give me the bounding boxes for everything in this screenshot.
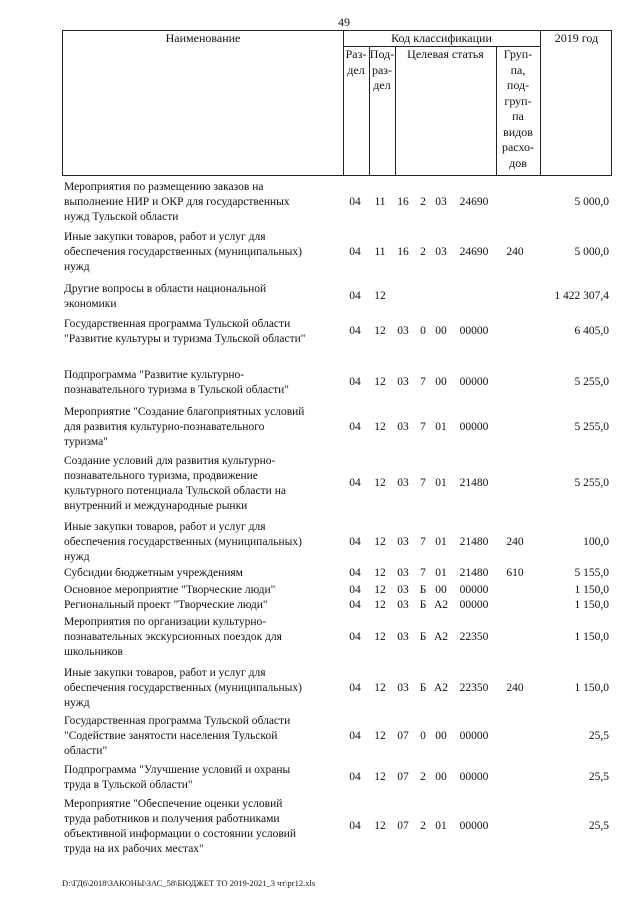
cell-pr: 12 bbox=[374, 567, 386, 579]
cell-c3: 01 bbox=[435, 421, 447, 433]
cell-c2: Б bbox=[419, 584, 427, 596]
row-name: Мероприятия по размещению заказов на выполнение НИР и ОКР для государственных нужд Тульской области bbox=[64, 181, 290, 223]
cell-c1: 03 bbox=[397, 631, 409, 643]
cell-amount: 25,5 bbox=[588, 771, 609, 783]
cell-rz: 04 bbox=[349, 567, 361, 579]
row-name: Мероприятия по организации культурно- познавательных экскурсионных поездок для школьников bbox=[64, 616, 282, 658]
cell-c2: 2 bbox=[420, 820, 426, 832]
cell-vr: 240 bbox=[506, 536, 524, 548]
cell-rz: 04 bbox=[349, 730, 361, 742]
cell-c2: 2 bbox=[420, 246, 426, 258]
cell-pr: 12 bbox=[374, 477, 386, 489]
header-target: Целевая статья bbox=[407, 47, 484, 61]
cell-c2: 7 bbox=[420, 477, 426, 489]
cell-c3: 00 bbox=[435, 771, 447, 783]
row-name: Иные закупки товаров, работ и услуг для обеспечения государственных (муниципальных) нужд bbox=[64, 667, 302, 709]
cell-c3: 01 bbox=[435, 820, 447, 832]
cell-c2: 7 bbox=[420, 376, 426, 388]
cell-c3: 03 bbox=[435, 196, 447, 208]
cell-c4: 22350 bbox=[459, 682, 489, 694]
cell-amount: 5 000,0 bbox=[574, 246, 609, 258]
cell-vr: 240 bbox=[506, 682, 524, 694]
cell-amount: 5 255,0 bbox=[574, 376, 609, 388]
cell-c3: А2 bbox=[433, 599, 449, 611]
cell-c1: 03 bbox=[397, 376, 409, 388]
cell-c4: 00000 bbox=[459, 599, 489, 611]
cell-amount: 25,5 bbox=[588, 820, 609, 832]
cell-c4: 00000 bbox=[459, 584, 489, 596]
cell-c2: 7 bbox=[420, 421, 426, 433]
cell-c1: 07 bbox=[397, 771, 409, 783]
header-divider bbox=[540, 31, 541, 175]
cell-rz: 04 bbox=[349, 584, 361, 596]
row-name: Основное мероприятие "Творческие люди" bbox=[64, 584, 276, 596]
cell-pr: 12 bbox=[374, 290, 386, 302]
cell-c1: 16 bbox=[397, 246, 409, 258]
cell-c4: 21480 bbox=[459, 536, 489, 548]
header-code-group: Код классификации bbox=[391, 31, 492, 45]
cell-c1: 03 bbox=[397, 325, 409, 337]
cell-c3: 00 bbox=[435, 584, 447, 596]
cell-pr: 12 bbox=[374, 325, 386, 337]
row-name: Иные закупки товаров, работ и услуг для обеспечения государственных (муниципальных) нужд bbox=[64, 521, 302, 563]
cell-c2: 7 bbox=[420, 536, 426, 548]
cell-c3: 00 bbox=[435, 376, 447, 388]
cell-c1: 07 bbox=[397, 820, 409, 832]
cell-c4: 24690 bbox=[459, 246, 489, 258]
cell-c4: 00000 bbox=[459, 771, 489, 783]
cell-rz: 04 bbox=[349, 376, 361, 388]
cell-rz: 04 bbox=[349, 631, 361, 643]
cell-pr: 12 bbox=[374, 599, 386, 611]
cell-vr: 240 bbox=[506, 246, 524, 258]
cell-pr: 12 bbox=[374, 584, 386, 596]
cell-c2: Б bbox=[419, 682, 427, 694]
cell-rz: 04 bbox=[349, 196, 361, 208]
cell-amount: 100,0 bbox=[583, 536, 609, 548]
header-name: Наименование bbox=[165, 31, 241, 45]
cell-c3: 00 bbox=[435, 325, 447, 337]
cell-amount: 5 155,0 bbox=[574, 567, 609, 579]
file-path: D:\ГД6\2018\ЗАКОНЫ\ЗАС_58\БЮДЖЕТ ТО 2019-2021_3 чт\pr12.xls bbox=[62, 878, 316, 888]
cell-c3: 01 bbox=[435, 477, 447, 489]
cell-c1: 03 bbox=[397, 567, 409, 579]
cell-c4: 21480 bbox=[459, 567, 489, 579]
row-name: Государственная программа Тульской области "Развитие культуры и туризма Тульской области" bbox=[64, 318, 306, 345]
header-divider bbox=[395, 46, 396, 175]
cell-amount: 6 405,0 bbox=[574, 325, 609, 337]
cell-amount: 1 422 307,4 bbox=[554, 290, 609, 302]
cell-amount: 1 150,0 bbox=[574, 584, 609, 596]
cell-c4: 00000 bbox=[459, 820, 489, 832]
cell-pr: 12 bbox=[374, 771, 386, 783]
cell-amount: 1 150,0 bbox=[574, 599, 609, 611]
header-expense-type: Груп- па, под- груп- па видов расхо- дов bbox=[501, 47, 535, 170]
cell-pr: 12 bbox=[374, 421, 386, 433]
cell-c2: 0 bbox=[420, 325, 426, 337]
cell-pr: 12 bbox=[374, 730, 386, 742]
header-year: 2019 год bbox=[554, 31, 599, 45]
cell-c4: 00000 bbox=[459, 376, 489, 388]
cell-amount: 1 150,0 bbox=[574, 682, 609, 694]
row-name: Субсидии бюджетным учреждениям bbox=[64, 567, 243, 579]
cell-c1: 03 bbox=[397, 421, 409, 433]
cell-vr: 610 bbox=[506, 567, 524, 579]
cell-amount: 25,5 bbox=[588, 730, 609, 742]
cell-pr: 12 bbox=[374, 376, 386, 388]
cell-amount: 5 000,0 bbox=[574, 196, 609, 208]
cell-amount: 5 255,0 bbox=[574, 477, 609, 489]
row-name: Подпрограмма "Улучшение условий и охраны труда в Тульской области" bbox=[64, 764, 291, 791]
cell-rz: 04 bbox=[349, 536, 361, 548]
cell-c2: 2 bbox=[420, 771, 426, 783]
row-name: Подпрограмма "Развитие культурно- познавательного туризма в Тульской области" bbox=[64, 369, 289, 396]
cell-pr: 11 bbox=[374, 196, 386, 208]
row-name: Иные закупки товаров, работ и услуг для обеспечения государственных (муниципальных) нужд bbox=[64, 231, 302, 273]
cell-c2: 2 bbox=[420, 196, 426, 208]
cell-c4: 24690 bbox=[459, 196, 489, 208]
cell-rz: 04 bbox=[349, 682, 361, 694]
cell-c1: 03 bbox=[397, 477, 409, 489]
cell-c3: А2 bbox=[433, 631, 449, 643]
cell-c3: 00 bbox=[435, 730, 447, 742]
cell-c1: 03 bbox=[397, 599, 409, 611]
row-name: Другие вопросы в области национальной экономики bbox=[64, 283, 267, 310]
cell-c1: 03 bbox=[397, 584, 409, 596]
cell-c1: 03 bbox=[397, 536, 409, 548]
cell-pr: 11 bbox=[374, 246, 386, 258]
cell-rz: 04 bbox=[349, 290, 361, 302]
cell-c4: 00000 bbox=[459, 730, 489, 742]
page-number: 49 bbox=[338, 15, 350, 29]
cell-c1: 16 bbox=[397, 196, 409, 208]
cell-rz: 04 bbox=[349, 246, 361, 258]
cell-rz: 04 bbox=[349, 477, 361, 489]
cell-c4: 21480 bbox=[459, 477, 489, 489]
cell-rz: 04 bbox=[349, 599, 361, 611]
header-section: Раз- дел bbox=[345, 47, 367, 77]
cell-rz: 04 bbox=[349, 820, 361, 832]
cell-c2: 7 bbox=[420, 567, 426, 579]
cell-c3: 03 bbox=[435, 246, 447, 258]
cell-rz: 04 bbox=[349, 325, 361, 337]
cell-c2: Б bbox=[419, 631, 427, 643]
cell-pr: 12 bbox=[374, 631, 386, 643]
cell-pr: 12 bbox=[374, 820, 386, 832]
row-name: Создание условий для развития культурно- познавательного туризма, продвижение культурного потенциала Тульской области на внутренний и международные рынки bbox=[64, 455, 286, 512]
cell-c3: 01 bbox=[435, 567, 447, 579]
table-header bbox=[62, 30, 612, 176]
cell-pr: 12 bbox=[374, 536, 386, 548]
cell-amount: 1 150,0 bbox=[574, 631, 609, 643]
cell-c4: 22350 bbox=[459, 631, 489, 643]
cell-c3: А2 bbox=[433, 682, 449, 694]
row-name: Мероприятие "Обеспечение оценки условий труда работников и получения работниками объективной информации о состоянии условий труда на их рабочих местах" bbox=[64, 798, 297, 855]
row-name: Мероприятие "Создание благоприятных условий для развития культурно-познавательного туризма" bbox=[64, 406, 305, 448]
cell-c2: Б bbox=[419, 599, 427, 611]
cell-c4: 00000 bbox=[459, 325, 489, 337]
cell-rz: 04 bbox=[349, 421, 361, 433]
cell-pr: 12 bbox=[374, 682, 386, 694]
row-name: Региональный проект "Творческие люди" bbox=[64, 599, 268, 611]
row-name: Государственная программа Тульской области "Содействие занятости населения Тульской области" bbox=[64, 715, 291, 757]
cell-c1: 07 bbox=[397, 730, 409, 742]
cell-c1: 03 bbox=[397, 682, 409, 694]
cell-rz: 04 bbox=[349, 771, 361, 783]
cell-c4: 00000 bbox=[459, 421, 489, 433]
cell-c3: 01 bbox=[435, 536, 447, 548]
header-subsection: Под- раз- дел bbox=[369, 47, 395, 92]
cell-c2: 0 bbox=[420, 730, 426, 742]
cell-amount: 5 255,0 bbox=[574, 421, 609, 433]
